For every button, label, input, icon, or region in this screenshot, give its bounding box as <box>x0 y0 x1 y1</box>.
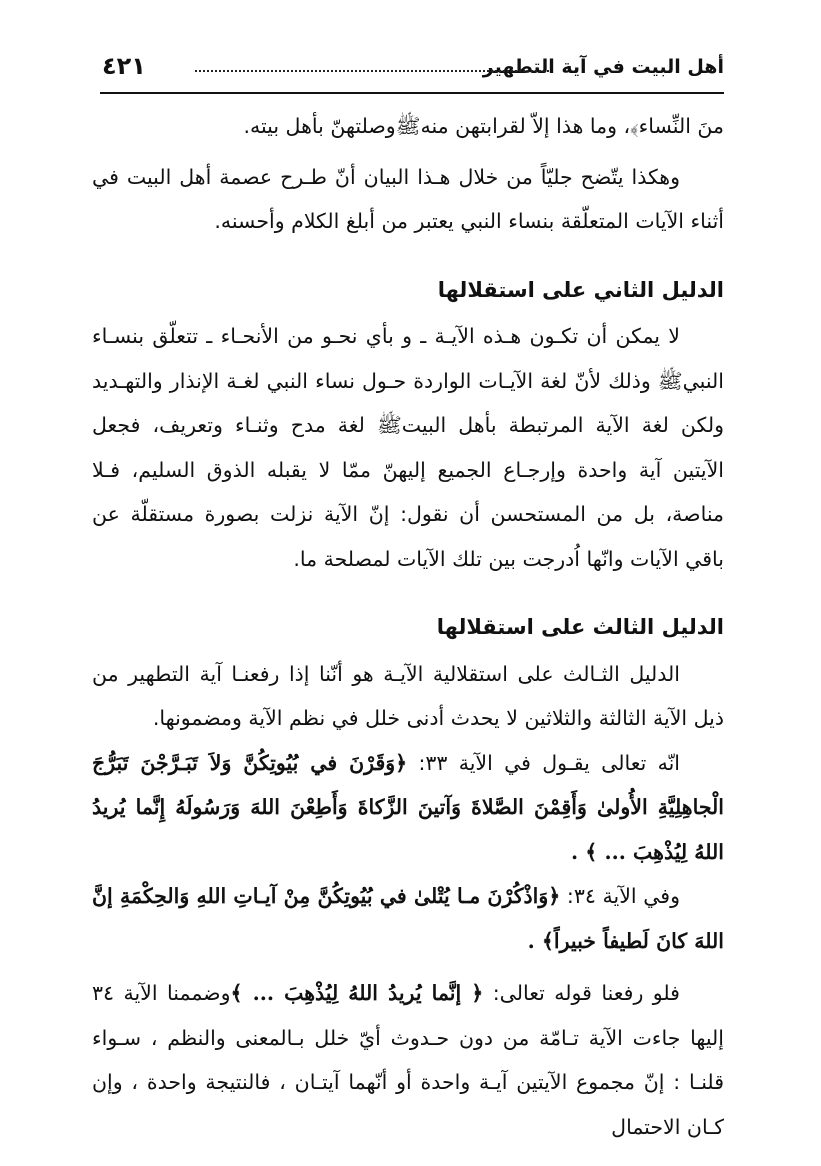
paragraph-7-text: وضممنا الآية ٣٤ إليها جاءت الآية تـامّة من دون حـدوث أيّ خلل بـالمعنى والنظم ، سـواء قلنـا : إنّ مجموع الآيتين آيـة واحدة أو أنّهما آيتـان ، فالنتيجة واحدة ، وإن كـان الاحتمال <box>92 981 724 1139</box>
header-dot-leader <box>195 70 549 72</box>
paragraph-4-text: الدليل الثـالث على استقلالية الآيـة هو أنّنا إذا رفعنـا آية التطهير من ذيل الآية الثالثة والثلاثين لا يحدث أدنى خلل في نظم الآية ومضمونها. <box>92 661 724 730</box>
quran-verse-34: ﴿وَاذْكُرْنَ مـا يُتْلىٰ في بُيُوتِكُنَّ مِنْ آيـاتِ اللهِ وَالحِكْمَةِ إنَّ اللهَ كانَ لَطيفاً خبيراً﴾ . <box>92 884 724 953</box>
section-heading-second-proof: الدليل الثاني على استقلالها <box>437 277 724 302</box>
quran-verse-33: ﴿وَقَرْنَ في بُيُوتِكُنَّ وَلاَ تَبَـرَّجْنَ تَبَرُّجَ الْجاهِلِيَّةِ الأُولىٰ وَأَقِمْنَ الصَّلاةَ وَآتينَ الزَّكاةَ وَأَطِعْنَ اللهَ وَرَسُولَهُ إِنَّما يُريدُ اللهُ لِيُذْهِبَ ... ﴾ . <box>92 750 724 864</box>
paragraph-7 <box>92 971 724 1149</box>
body-text <box>92 104 724 1149</box>
page-number: ٤٢١ <box>102 52 146 80</box>
paragraph-1: منَ النِّساء﴾، وما هذا إلاّ لقرابتهن منهﷺوصلتهنّ بأهل بيته. <box>243 114 724 138</box>
page-header <box>100 44 724 90</box>
header-rule <box>100 92 724 94</box>
paragraph-3: لا يمكن أن تكـون هـذه الآيـة ـ و بأي نحـو من الأنحـاء ـ تتعلّق بنسـاء النبيﷺ وذلك لأنّ لغة الآيـات الواردة حـول نساء النبي لغـة الإنذار والتهـديد ولكن لغة الآية المرتبطة بأهل البيتﷺ لغة مدح وثنـاء وتعريف، فجعل الآيتين آية واحدة وإرجـاع الجميع إليهنّ ممّا لا يقبله الذوق السليم، فـلا مناصة، بل من المستحسن أن نقول: إنّ الآية نزلت بصورة مستقلّة عن باقي الآيات وانّها اُدرجت بين تلك الآيات لمصلحة ما. <box>92 324 724 571</box>
paragraph-4 <box>92 652 724 741</box>
paragraph-7-lead: فلو رفعنا قوله تعالى: <box>492 981 680 1005</box>
verse-33-intro: انّه تعالى يقـول في الآية ٣٣: <box>418 750 680 775</box>
quran-quote-purification: ﴿ إنَّما يُريدُ اللهُ لِيُذْهِبَ ... ﴾ <box>230 981 484 1005</box>
section-heading-third-proof: الدليل الثالث على استقلالها <box>436 615 724 639</box>
paragraph-2: وهكذا يتّضح جليّاً من خلال هـذا البيان أنّ طـرح عصمة أهل البيت في أثناء الآيات المتعلّقة بنساء النبي يعتبر من أبلغ الكلام وأحسنه. <box>92 164 724 233</box>
verse-34-intro: وفي الآية ٣٤: <box>566 884 680 908</box>
running-title: أهل البيت في آية التطهير <box>482 56 724 78</box>
paragraph-5 <box>92 741 724 875</box>
paragraph-6 <box>92 874 724 963</box>
